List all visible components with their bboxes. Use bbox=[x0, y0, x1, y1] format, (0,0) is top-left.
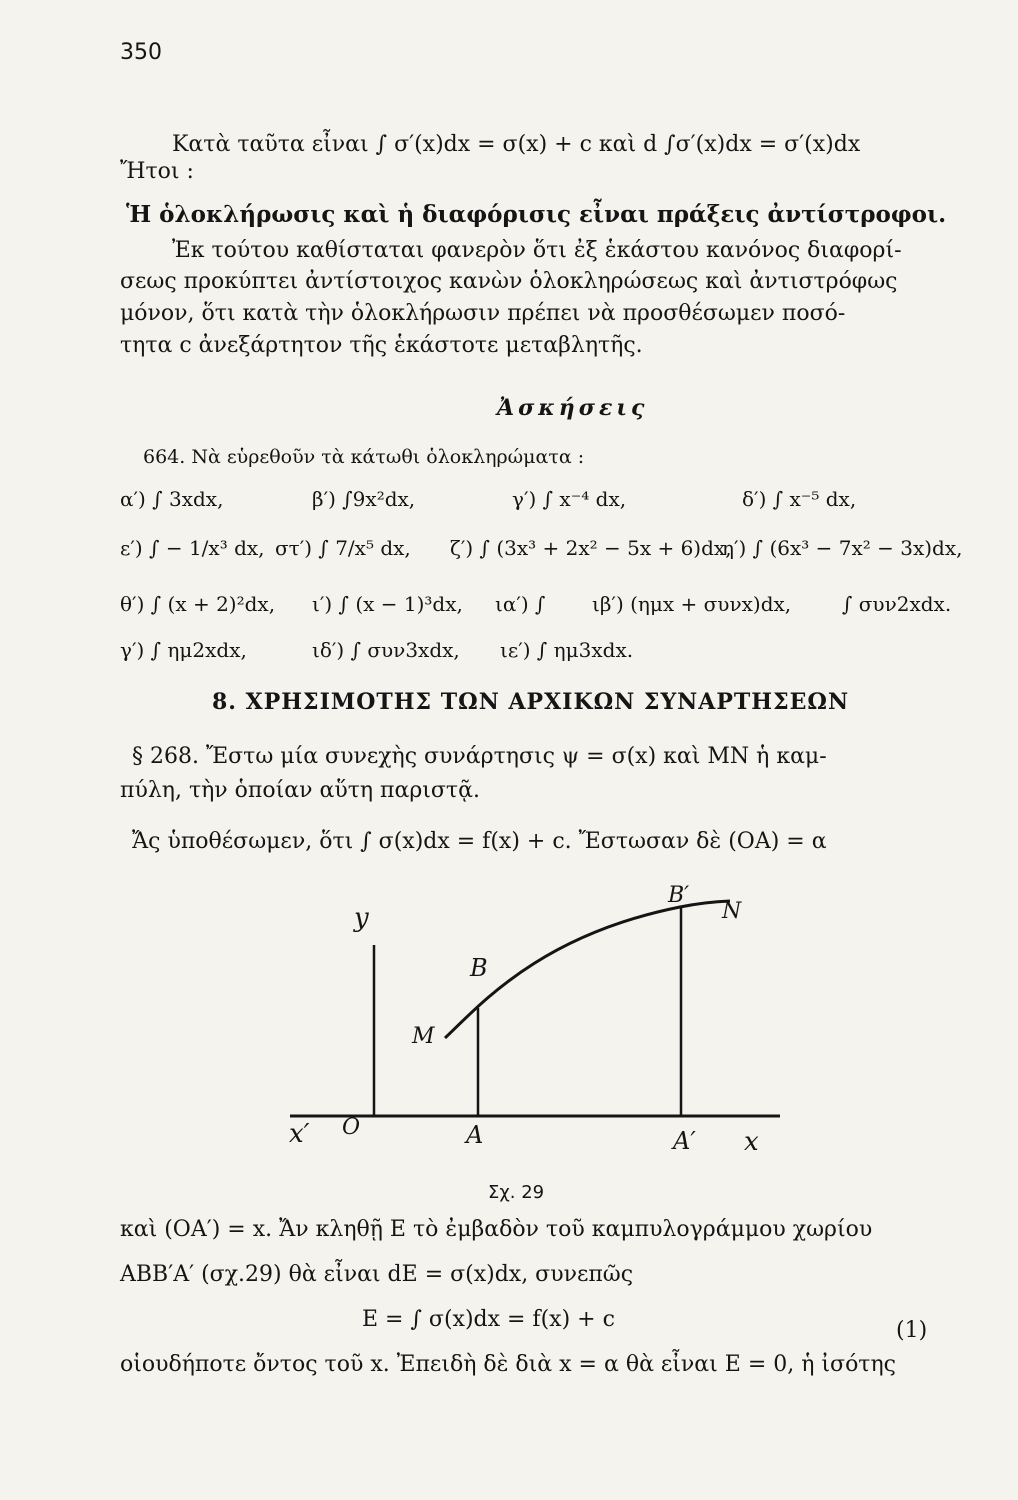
section-title: 8. ΧΡΗΣΙΜΟΤΗΣ ΤΩΝ ΑΡΧΙΚΩΝ ΣΥΝΑΡΤΗΣΕΩΝ bbox=[212, 689, 850, 715]
exercise-item: γ′) ∫ ημ2xdx, bbox=[120, 638, 247, 662]
exercise-item: ∫ συν2xdx. bbox=[842, 592, 952, 616]
exercise-item: ι′) ∫ (x − 1)³dx, bbox=[312, 592, 463, 616]
exercise-item: ε′) ∫ − 1/x³ dx, bbox=[120, 536, 265, 560]
exercise-item: β′) ∫9x²dx, bbox=[312, 487, 416, 511]
rule-statement: Ἡ ὁλοκλήρωσις καὶ ἡ διαφόρισις εἶναι πράξεις ἀντίστροφοι. bbox=[126, 201, 947, 228]
equation: E = ∫ σ(x)dx = f(x) + c bbox=[362, 1307, 615, 1332]
text-line: Κατὰ ταῦτα εἶναι ∫ σ′(x)dx = σ(x) + c καὶ d ∫σ′(x)dx = σ′(x)dx bbox=[172, 132, 861, 157]
text-line: μόνον, ὅτι κατὰ τὴν ὁλοκλήρωσιν πρέπει νὰ προσθέσωμεν ποσό- bbox=[120, 301, 846, 326]
exercise-item: δ′) ∫ x⁻⁵ dx, bbox=[742, 487, 857, 511]
label-b: B bbox=[470, 954, 488, 982]
label-a: A bbox=[466, 1121, 484, 1149]
label-b-prime: B′ bbox=[668, 883, 690, 908]
exercise-item: η′) ∫ (6x³ − 7x² − 3x)dx, bbox=[722, 536, 963, 560]
label-a-prime: A′ bbox=[673, 1127, 696, 1155]
text-line: ΑΒΒ′Α′ (σχ.29) θὰ εἶναι dE = σ(x)dx, συνεπῶς bbox=[120, 1262, 634, 1287]
exercise-item: α′) ∫ 3xdx, bbox=[120, 487, 224, 511]
text-line: Ἤτοι : bbox=[120, 159, 194, 184]
curve-mn bbox=[445, 901, 730, 1038]
text-line: Ἐκ τούτου καθίσταται φανερὸν ὅτι ἐξ ἑκάστου κανόνος διαφορί- bbox=[172, 238, 902, 263]
page-number: 350 bbox=[120, 40, 162, 65]
text-line: § 268. Ἔστω μία συνεχὴς συνάρτησις ψ = σ(x) καὶ ΜΝ ἡ καμ- bbox=[132, 744, 827, 769]
exercise-item: ιδ′) ∫ συν3xdx, bbox=[312, 638, 460, 662]
label-n: N bbox=[722, 899, 742, 924]
exercises-heading: Ἀσκήσεις bbox=[497, 395, 649, 421]
label-m: M bbox=[412, 1024, 435, 1049]
exercise-item: ια′) ∫ bbox=[495, 592, 546, 616]
text-line: Ἄς ὑποθέσωμεν, ὅτι ∫ σ(x)dx = f(x) + c. Ἔστωσαν δὲ (ΟΑ) = α bbox=[132, 829, 827, 854]
exercise-item: ιβ′) (ημx + συνx)dx, bbox=[592, 592, 792, 616]
exercise-item: στ′) ∫ 7/x⁵ dx, bbox=[275, 536, 411, 560]
text-line: οἱουδήποτε ὄντος τοῦ x. Ἐπειδὴ δὲ διὰ x = α θὰ εἶναι Ε = 0, ἡ ἰσότης bbox=[120, 1352, 896, 1377]
exercise-item: γ′) ∫ x⁻⁴ dx, bbox=[512, 487, 627, 511]
text-line: πύλη, τὴν ὁποίαν αὕτη παριστᾷ. bbox=[120, 778, 480, 803]
text-line: σεως προκύπτει ἀντίστοιχος κανὼν ὁλοκληρώσεως καὶ ἀντιστρόφως bbox=[120, 269, 898, 294]
exercise-item: ζ′) ∫ (3x³ + 2x² − 5x + 6)dx, bbox=[450, 536, 732, 560]
label-x: x bbox=[744, 1127, 759, 1157]
label-o: O bbox=[342, 1115, 361, 1140]
equation-number: (1) bbox=[896, 1318, 928, 1343]
text-line: τητα c ἀνεξάρτητον τῆς ἑκάστοτε μεταβλητῆς. bbox=[120, 333, 643, 358]
figure-caption: Σχ. 29 bbox=[488, 1182, 545, 1203]
label-x-prime: x′ bbox=[289, 1119, 310, 1149]
label-y: y bbox=[354, 903, 369, 933]
exercise-item: θ′) ∫ (x + 2)²dx, bbox=[120, 592, 276, 616]
exercise-item: ιε′) ∫ ημ3xdx. bbox=[500, 638, 634, 662]
text-line: καὶ (ΟΑ′) = x. Ἄν κληθῇ Ε τὸ ἐμβαδὸν τοῦ καμπυλογράμμου χωρίου bbox=[120, 1217, 873, 1242]
exercise-intro: 664. Νὰ εὑρεθοῦν τὰ κάτωθι ὁλοκληρώματα : bbox=[143, 446, 585, 468]
